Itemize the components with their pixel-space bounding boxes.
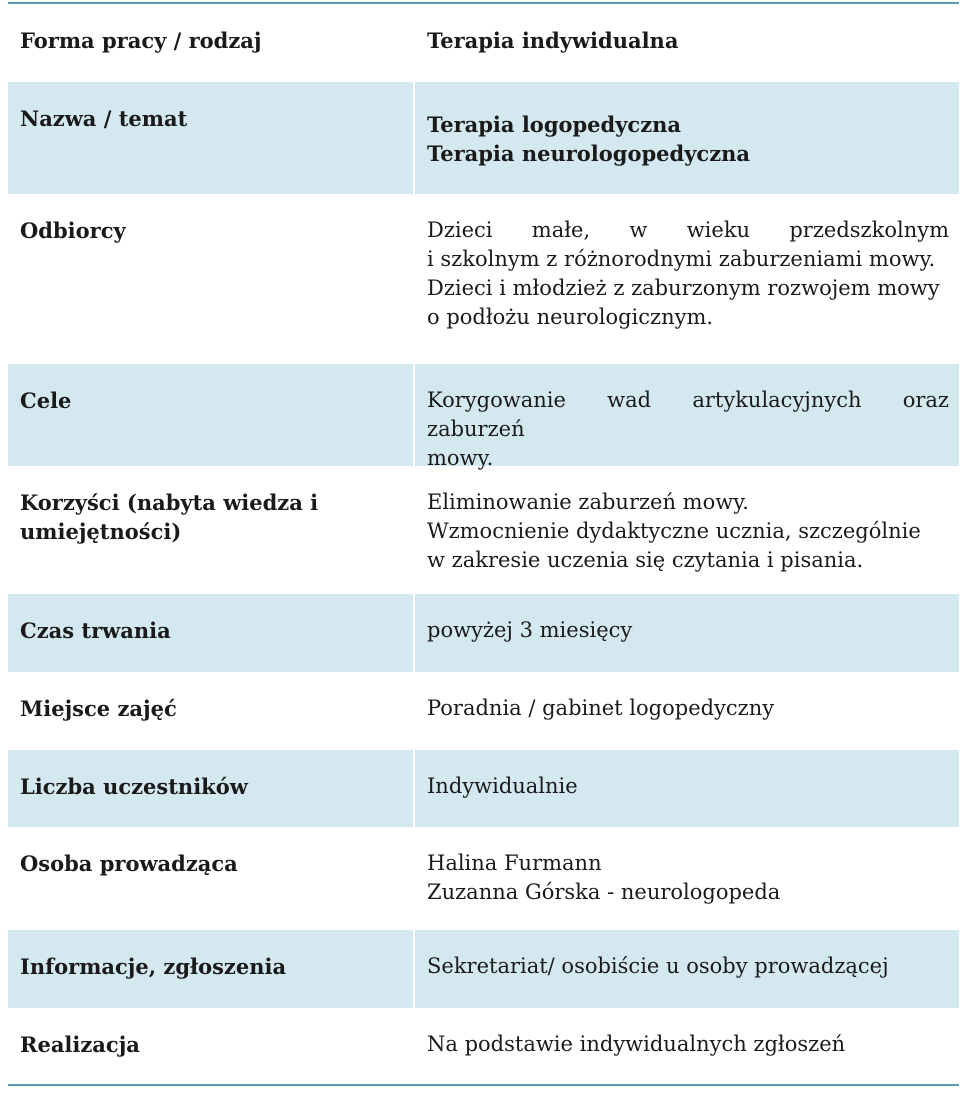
row-label: Miejsce zajęć — [20, 696, 177, 721]
table-row-informacje — [8, 930, 959, 1008]
row-label: Liczba uczestników — [8, 750, 415, 827]
row-value — [415, 827, 959, 930]
value-line: i szkolnym z różnorodnymi zaburzeniami mowy. — [427, 247, 936, 271]
row-label: Korzyści (nabyta wiedza i umiejętności) — [20, 490, 319, 544]
value-line: Poradnia / gabinet logopedyczny — [427, 696, 775, 720]
table-row-miejsce — [8, 672, 959, 750]
row-value — [415, 750, 959, 827]
value-line: Terapia logopedyczna — [427, 112, 682, 137]
row-value — [415, 364, 959, 470]
value-line: Wzmocnienie dydaktyczne ucznia, szczególnie — [427, 519, 921, 543]
row-label: Osoba prowadząca — [20, 851, 238, 876]
row-label: Czas trwania — [8, 594, 415, 672]
row-value — [415, 672, 959, 750]
value-line: Zuzanna Górska - neurologopeda — [427, 880, 781, 904]
value-line: mowy. — [427, 446, 494, 470]
table-row-cele — [8, 364, 959, 470]
value-line: Eliminowanie zaburzeń mowy. — [427, 490, 749, 514]
table-row-realizacja — [8, 1008, 959, 1084]
table-row-liczba — [8, 750, 959, 827]
value-line: o podłożu neurologicznym. — [427, 305, 714, 329]
value-line: Terapia indywidualna — [427, 28, 679, 53]
info-table — [8, 2, 959, 1086]
value-line: powyżej 3 miesięcy — [427, 618, 633, 642]
table-row-odbiorcy — [8, 194, 959, 364]
value-line: Halina Furmann — [427, 851, 602, 875]
row-value — [415, 1008, 959, 1084]
row-value — [415, 930, 959, 1008]
row-label: Cele — [8, 364, 415, 466]
table-row-osoba — [8, 827, 959, 930]
table-row-korzysci — [8, 466, 959, 594]
row-label: Forma pracy / rodzaj — [20, 28, 262, 53]
value-line: Sekretariat/ osobiście u osoby prowadzącej — [427, 954, 889, 978]
value-line: Terapia neurologopedyczna — [427, 141, 750, 166]
value-line: Indywidualnie — [427, 774, 578, 798]
row-value — [415, 82, 959, 194]
row-value — [415, 4, 959, 82]
row-value — [415, 594, 959, 672]
table-row-czas — [8, 594, 959, 672]
value-line: Dzieci i młodzież z zaburzonym rozwojem mowy — [427, 276, 940, 300]
row-label: Informacje, zgłoszenia — [8, 930, 415, 1008]
value-line: Dzieci małe, w wieku przedszkolnym — [427, 218, 949, 242]
table-row-forma — [8, 4, 959, 82]
row-label: Odbiorcy — [20, 218, 126, 243]
row-label: Nazwa / temat — [8, 82, 415, 194]
table-row-nazwa — [8, 82, 959, 194]
row-label: Realizacja — [20, 1032, 140, 1057]
value-line: Korygowanie wad artykulacyjnych oraz zaburzeń — [427, 388, 949, 441]
row-value — [415, 194, 959, 364]
value-line: Na podstawie indywidualnych zgłoszeń — [427, 1032, 846, 1056]
row-value — [415, 466, 959, 594]
value-line: w zakresie uczenia się czytania i pisania. — [427, 548, 864, 572]
